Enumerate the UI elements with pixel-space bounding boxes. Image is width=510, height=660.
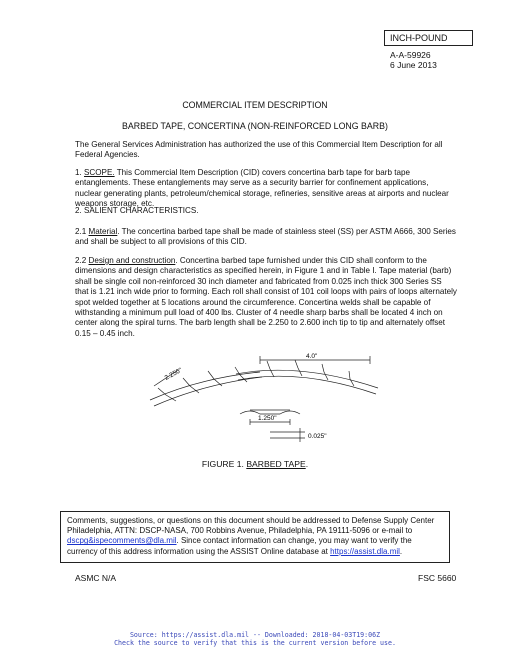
- tape-right-upper-edge: [236, 370, 378, 388]
- comments-email-link[interactable]: dscpg&ispecomments@dla.mil: [67, 536, 177, 546]
- design-paragraph: [75, 256, 457, 339]
- dim-label-thickness: 0.025": [308, 433, 327, 440]
- scope-text: This Commercial Item Description (CID) covers concertina barb tape for barb tape entanglements. These entanglements may serve as a security barrier for confinement applications, nuclear generating plants, petroleum/chemical storage, refineries, sensitive areas at airports and nuclear weapons storage, etc.: [75, 168, 449, 209]
- salient-heading: [75, 206, 457, 216]
- fsc-label: FSC 5660: [418, 573, 457, 583]
- scope-heading: SCOPE.: [84, 168, 115, 177]
- tape-left-lower-edge: [154, 377, 262, 406]
- salient-text: 2. SALIENT CHARACTERISTICS.: [75, 206, 199, 215]
- verify-footer: Check the source to verify that this is the current version before use.: [114, 639, 396, 647]
- caption-prefix: FIGURE 1.: [201, 459, 247, 469]
- scope-number: 1.: [75, 168, 82, 177]
- design-heading: Design and construction: [88, 256, 176, 265]
- document-date: 6 June 2013: [390, 60, 437, 70]
- material-heading: Material: [88, 227, 118, 236]
- source-footer: Source: https://assist.dla.mil -- Downloaded: 2018-04-03T19:06Z: [129, 631, 381, 639]
- material-text: . The concertina barbed tape shall be made of stainless steel (SS) per ASTM A666, 300 Series and shall be subject to all provisions of this CID.: [75, 227, 456, 247]
- barbs-right: [267, 360, 354, 386]
- dim-label-left: 2.250": [163, 366, 184, 382]
- comments-box: [60, 511, 450, 563]
- figure-caption: [0, 459, 510, 469]
- document-title: BARBED TAPE, CONCERTINA (NON-REINFORCED LONG BARB): [122, 121, 388, 131]
- caption-label: BARBED TAPE: [246, 459, 306, 469]
- document-type-title: COMMERCIAL ITEM DESCRIPTION: [182, 100, 328, 110]
- design-text: . Concertina barbed tape furnished under this CID shall conform to the dimensions and design characteristics as specified herein, in Figure 1 and in Table I. Tape material (barb) shall be single coil non-reinforced 30 inch diameter and fabricated from 0.025 inch thick 300 Series SS that is 1.21 inch wide prior to forming. Each roll shall consist of 101 coil loops with pairs of loops alternately spot welded together at 5 locations around the circumference. Concertina welds shall be capable of withstanding a minimum pull load of 400 lbs. Cluster of 4 needle sharp barbs shall be located 4 inch on center along the spiral turns. The barb length shall be 2.250 to 2.600 inch tip to tip and alternately offset 0.15 – 0.45 inch.: [75, 256, 457, 338]
- design-number: 2.2: [75, 256, 87, 265]
- scope-paragraph: [75, 168, 457, 210]
- asmc-label: ASMC N/A: [75, 573, 117, 583]
- material-paragraph: [75, 227, 457, 248]
- dim-label-bottom: 1.250": [258, 415, 277, 422]
- inch-pound-box: INCH-POUND: [384, 30, 473, 46]
- comments-text-2: . Since contact information can change, you may want to verify the currency of this address information using the ASSIST Online database at: [67, 536, 412, 556]
- intro-paragraph: [75, 140, 457, 161]
- tape-section-view: [240, 410, 300, 414]
- comments-text-1: Comments, suggestions, or questions on this document should be addressed to Defense Supply Center Philadelphia, ATTN: DSCP-NASA, 700 Robbins Avenue, Philadelphia, PA 19111-5096 or e-mail to: [67, 516, 435, 536]
- intro-text: The General Services Administration has authorized the use of this Commercial Item Description for all Federal Agencies.: [75, 140, 443, 160]
- comments-text-3: .: [399, 546, 403, 556]
- dim-label-right: 4.0": [306, 353, 318, 360]
- barbed-tape-figure: [140, 350, 400, 445]
- document-id: A-A-59926: [390, 50, 431, 60]
- assist-url-link[interactable]: https://assist.dla.mil: [330, 546, 400, 556]
- thickness-section: [270, 428, 305, 442]
- caption-suffix: .: [305, 459, 309, 469]
- tape-right-lower-edge: [238, 376, 376, 394]
- material-number: 2.1: [75, 227, 87, 236]
